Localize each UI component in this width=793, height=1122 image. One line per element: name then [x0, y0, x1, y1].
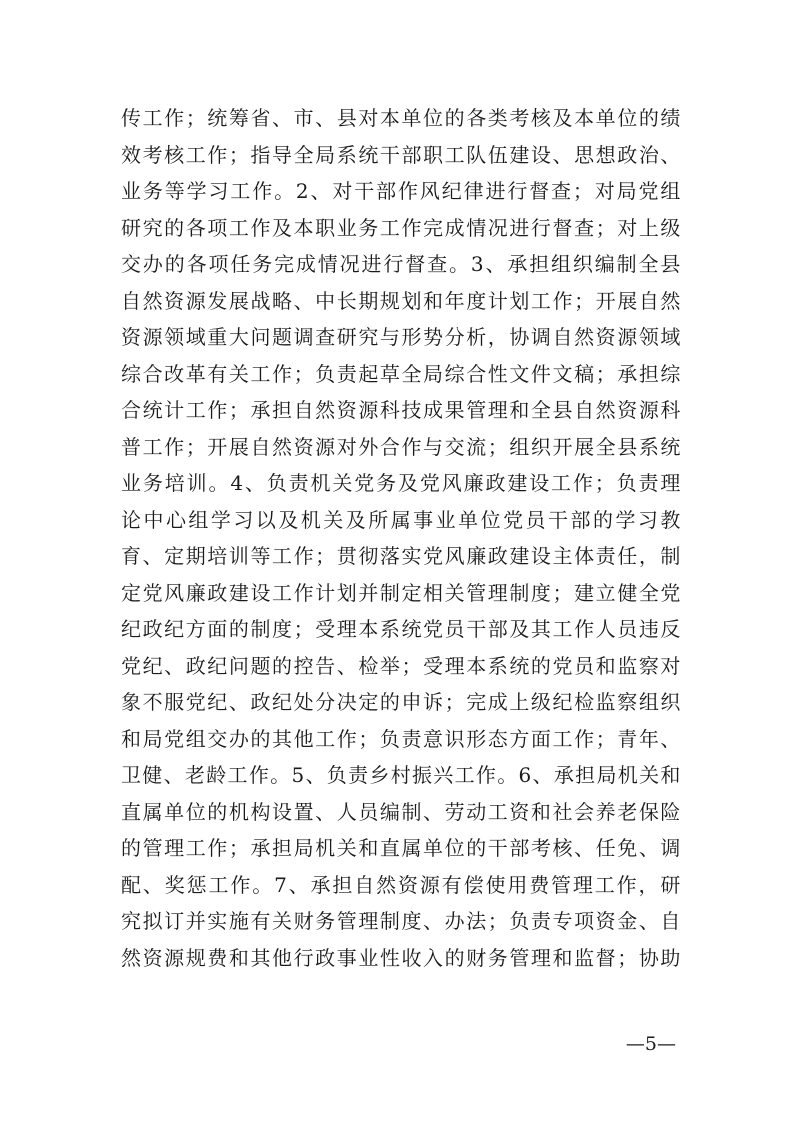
text-line: 业务等学习工作。2、对干部作风纪律进行督查；对局党组: [121, 179, 681, 203]
text-line: 传工作；统筹省、市、县对本单位的各类考核及本单位的绩: [121, 106, 681, 130]
text-line: 业务培训。4、负责机关党务及党风廉政建设工作；负责理: [121, 471, 681, 495]
text-line: 交办的各项任务完成情况进行督查。3、承担组织编制全县: [121, 252, 681, 276]
body-paragraph: [121, 100, 681, 976]
text-line: 育、定期培训等工作；贯彻落实党风廉政建设主体责任，制: [121, 544, 681, 568]
text-line: 综合改革有关工作；负责起草全局综合性文件文稿；承担综: [121, 361, 681, 386]
text-line: 和局党组交办的其他工作；负责意识形态方面工作；青年、: [121, 726, 681, 751]
text-line: 象不服党纪、政纪处分决定的申诉；完成上级纪检监察组织: [121, 690, 681, 714]
text-line: 的管理工作；承担局机关和直属单位的干部考核、任免、调: [121, 836, 681, 860]
text-line: 纪政纪方面的制度；受理本系统党员干部及其工作人员违反: [121, 617, 681, 641]
text-line: 普工作；开展自然资源对外合作与交流；组织开展全县系统: [121, 434, 681, 459]
text-line: 效考核工作；指导全局系统干部职工队伍建设、思想政治、: [121, 142, 681, 167]
text-line: 党纪、政纪问题的控告、检举；受理本系统的党员和监察对: [121, 653, 681, 678]
text-line: 直属单位的机构设置、人员编制、劳动工资和社会养老保险: [121, 799, 681, 824]
text-line: 卫健、老龄工作。5、负责乡村振兴工作。6、承担局机关和: [121, 763, 681, 787]
text-line: 究拟订并实施有关财务管理制度、办法；负责专项资金、自: [121, 909, 681, 933]
text-line: 配、奖惩工作。7、承担自然资源有偿使用费管理工作，研: [121, 872, 681, 897]
page-number: —5—: [625, 1033, 676, 1055]
text-line: 论中心组学习以及机关及所属事业单位党员干部的学习教: [121, 507, 681, 532]
text-line: 然资源规费和其他行政事业性收入的财务管理和监督；协助: [121, 945, 681, 970]
text-line: 研究的各项工作及本职业务工作完成情况进行督查；对上级: [121, 215, 681, 240]
text-line: 资源领域重大问题调查研究与形势分析，协调自然资源领域: [121, 325, 681, 349]
text-line: 定党风廉政建设工作计划并制定相关管理制度；建立健全党: [121, 580, 681, 605]
text-line: 合统计工作；承担自然资源科技成果管理和全县自然资源科: [121, 398, 681, 422]
text-line: 自然资源发展战略、中长期规划和年度计划工作；开展自然: [121, 288, 681, 313]
